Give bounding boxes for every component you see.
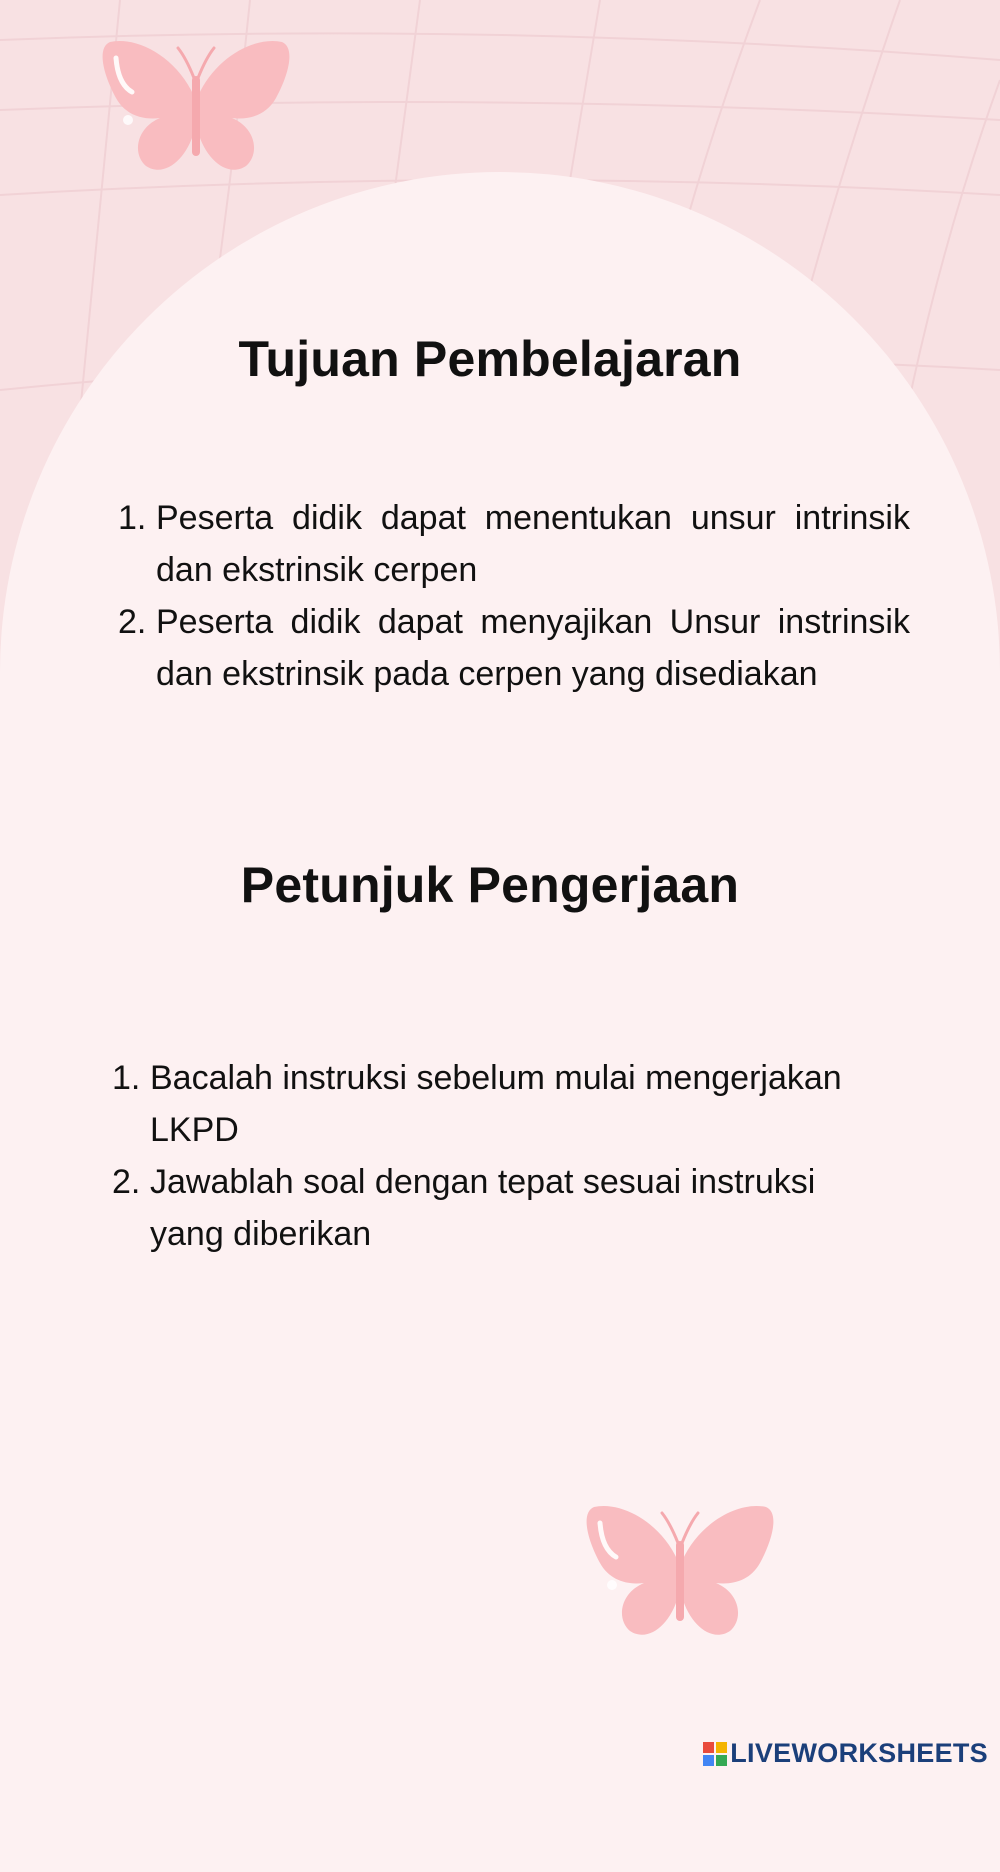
list-item-text: Bacalah instruksi sebelum mulai mengerjakan LKPD [150,1059,842,1149]
list-item [118,596,910,700]
list-item-number: 1. [112,1059,141,1097]
list-item-number: 1. [118,499,147,537]
section-title-petunjuk: Petunjuk Pengerjaan [240,857,740,913]
petunjuk-list [112,1052,892,1260]
list-item [118,492,910,596]
liveworksheets-logo-icon [703,1742,727,1766]
section-title-tujuan: Tujuan Pembelajaran [238,331,742,387]
butterfly-icon [96,36,296,176]
content-arch [0,172,1000,1872]
list-item-text: Jawablah soal dengan tepat sesuai instruksi yang diberikan [150,1163,816,1253]
butterfly-icon [580,1500,780,1642]
list-item-text: Peserta didik dapat menyajikan Unsur instrinsik dan ekstrinsik pada cerpen yang disediakan [156,603,910,693]
list-item-text: Peserta didik dapat menentukan unsur intrinsik dan ekstrinsik cerpen [156,499,910,589]
liveworksheets-brand[interactable] [703,1738,988,1769]
brand-name: LIVEWORKSHEETS [730,1738,988,1768]
list-item [112,1052,892,1156]
list-item-number: 2. [118,603,147,641]
list-item-number: 2. [112,1163,141,1201]
tujuan-list [118,492,910,700]
list-item [112,1156,892,1260]
